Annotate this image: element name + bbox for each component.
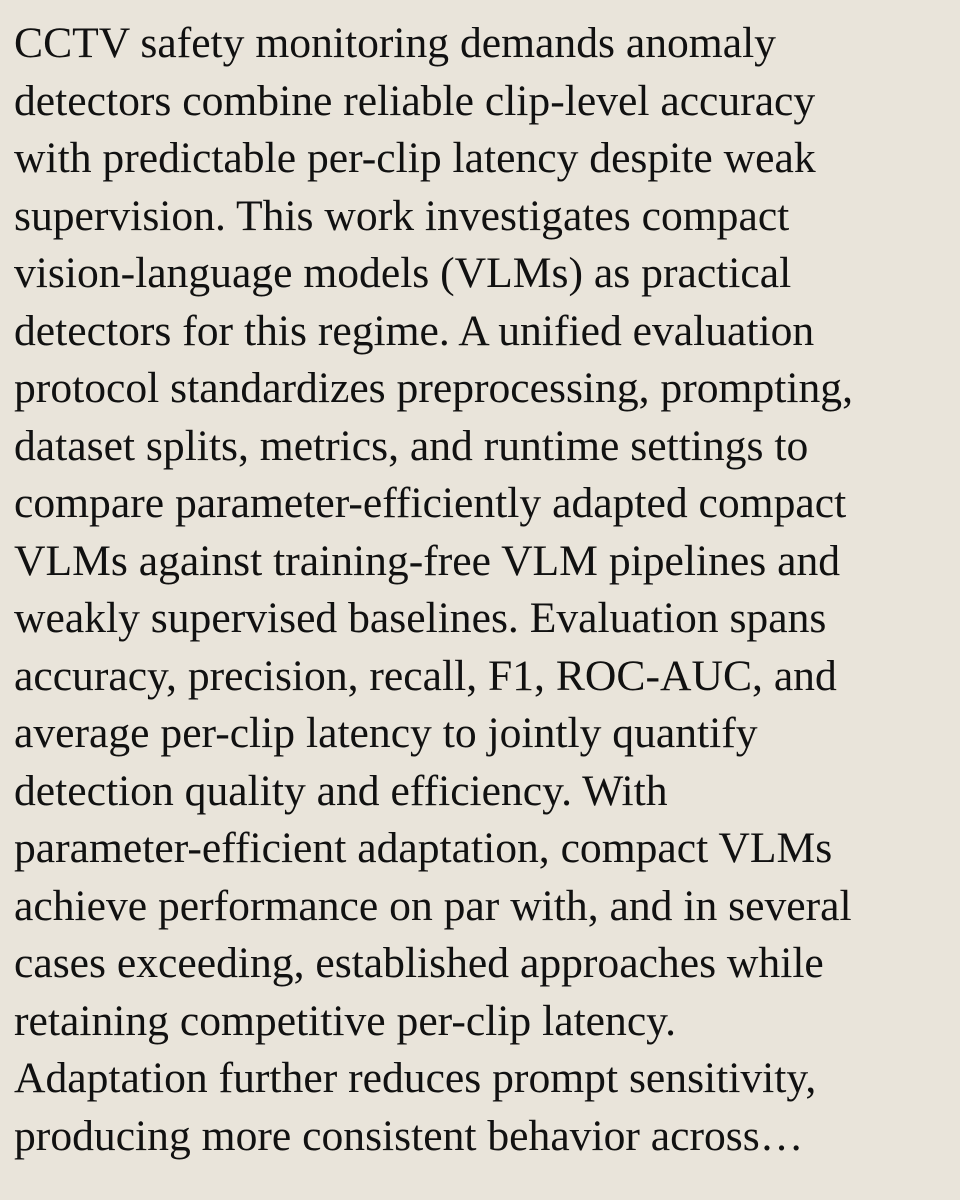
abstract-line: compare parameter-efficiently adapted compact: [14, 479, 847, 527]
abstract-line: retaining competitive per-clip latency.: [14, 996, 677, 1045]
abstract-line: dataset splits, metrics, and runtime settings to: [14, 421, 809, 470]
abstract-line: producing more consistent behavior across…: [14, 1111, 804, 1160]
abstract-line: weakly supervised baselines. Evaluation spans: [14, 594, 827, 642]
abstract-line: Adaptation further reduces prompt sensitivity,: [14, 1054, 817, 1102]
abstract-line: detectors for this regime. A unified evaluation: [14, 306, 815, 355]
abstract-line: vision-language models (VLMs) as practical: [14, 249, 792, 297]
abstract-line: cases exceeding, established approaches while: [14, 939, 824, 987]
abstract-line: protocol standardizes preprocessing, prompting,: [14, 364, 853, 412]
abstract-line: parameter-efficient adaptation, compact VLMs: [14, 824, 833, 872]
abstract-text: [14, 15, 950, 1165]
abstract-line: detection quality and efficiency. With: [14, 766, 668, 815]
abstract-line: with predictable per-clip latency despite weak: [14, 134, 816, 182]
abstract-line: VLMs against training-free VLM pipelines and: [14, 536, 841, 585]
abstract-line: accuracy, precision, recall, F1, ROC-AUC, and: [14, 651, 837, 700]
abstract-line: average per-clip latency to jointly quantify: [14, 709, 758, 757]
abstract-line: achieve performance on par with, and in several: [14, 881, 852, 930]
abstract-line: CCTV safety monitoring demands anomaly: [14, 19, 776, 67]
abstract-line: supervision. This work investigates compact: [14, 191, 790, 240]
abstract-line: detectors combine reliable clip-level accuracy: [14, 76, 816, 125]
